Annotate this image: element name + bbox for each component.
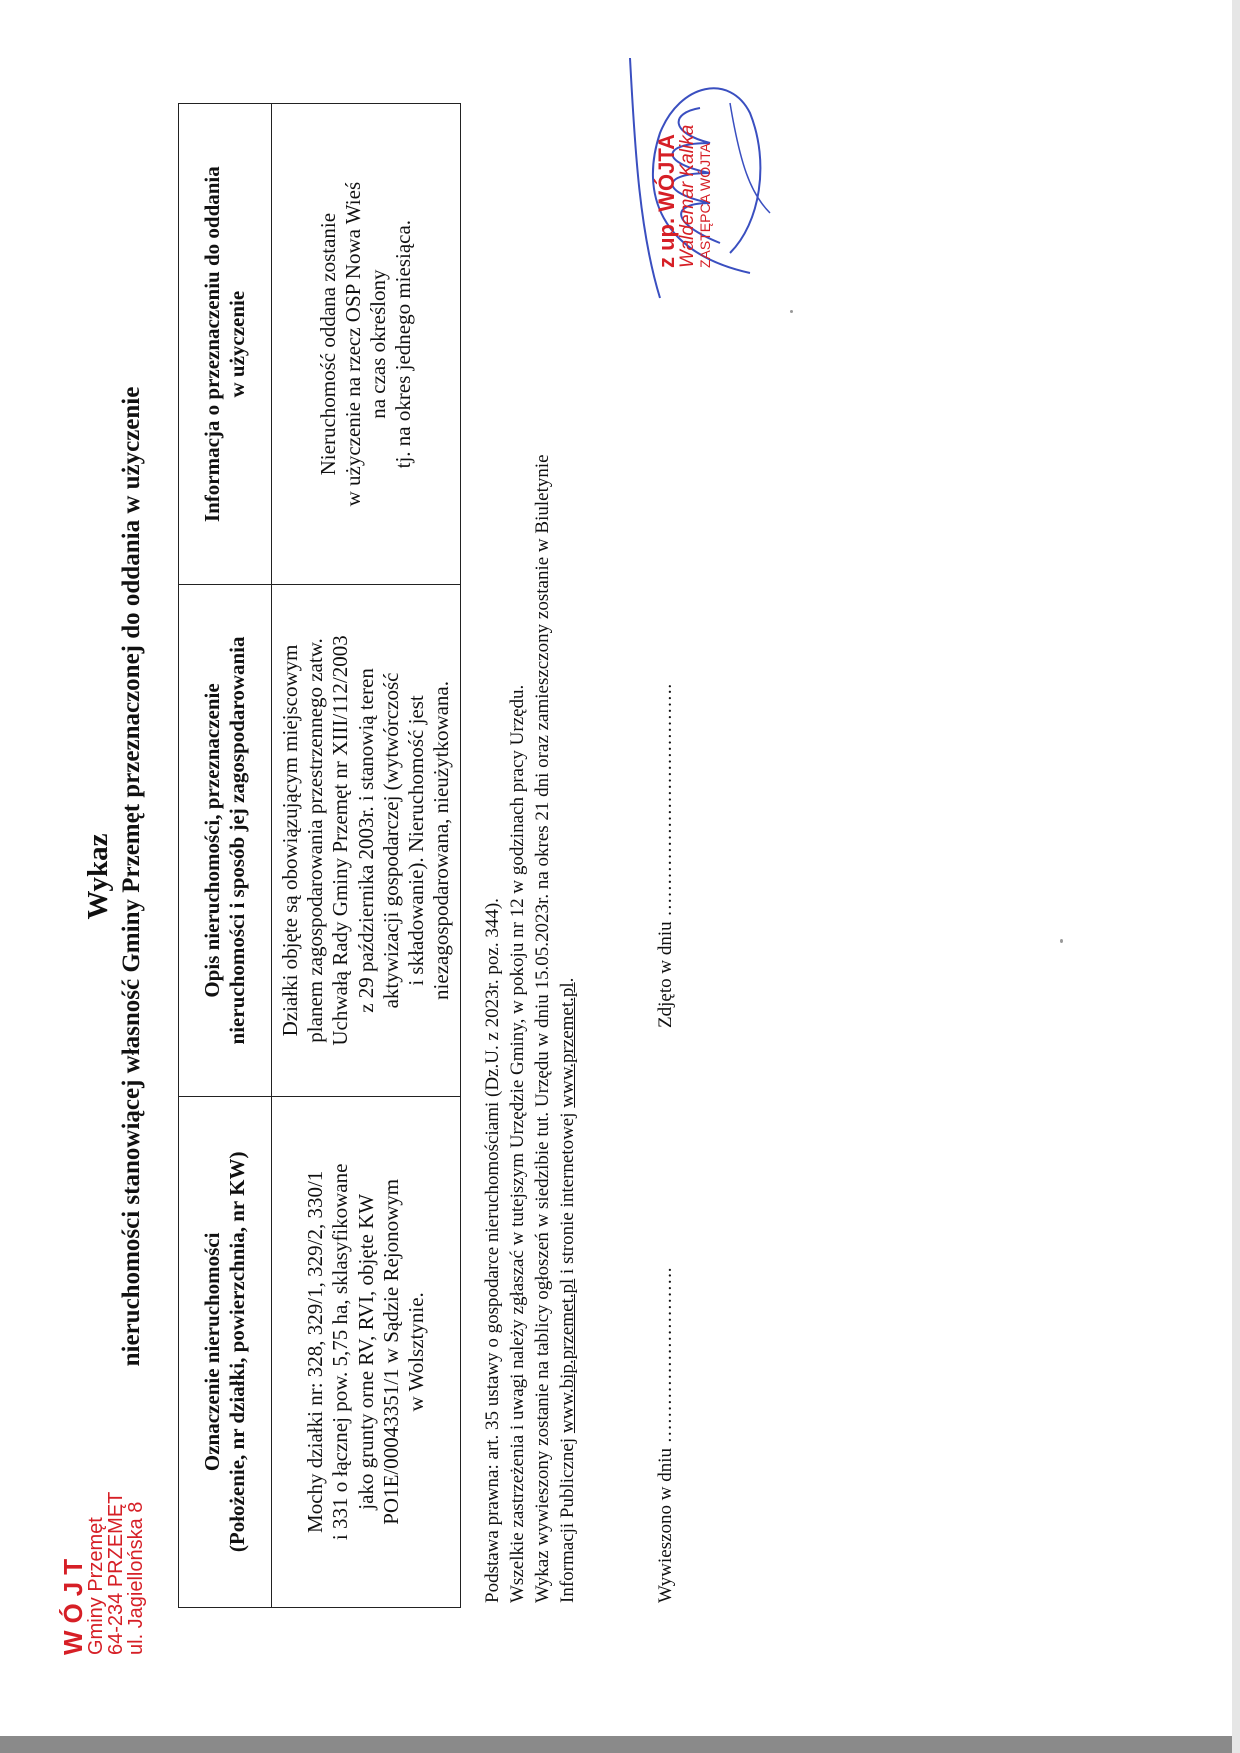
table-row [272, 104, 461, 1608]
publication-mid: i stronie internetowej [557, 1107, 578, 1279]
stamp-line-1: Gminy Przemęt [85, 1517, 107, 1655]
document-title: Wykaz [82, 833, 114, 920]
signature-stamp-line-3: ZASTĘPCA WÓJTA [697, 143, 714, 268]
header-designation: Oznaczenie nieruchomości (Położenie, nr działki, powierzchnia, nr KW) [179, 1096, 272, 1607]
cell-purpose: Nieruchomość oddana zostanie w użyczenie na rzecz OSP Nowa Wieś na czas określony tj. na okres jednego miesiąca. [272, 104, 461, 585]
property-table [178, 103, 461, 1608]
signature-stamp-line-1: z up. WÓJTA [654, 133, 679, 268]
cell-designation: Mochy działki nr: 328, 329/1, 329/2, 330/1 i 331 o łącznej pow. 5,75 ha, sklasyfikowane jako grunty orne RV, RVI, objęte KW PO1E/00043351/1 w Sądzie Rejonowym w Wolsztynie. [272, 1096, 461, 1607]
objections-line: Wszelkie zastrzeżenia i uwagi należy zgłaszać w tutejszym Urzędzie Gminy, w pokoju nr 12 w godzinach pracy Urzędu. [507, 684, 528, 1603]
posting-line: Wykaz wywieszony zostanie na tablicy ogłoszeń w siedzibie tut. Urzędu w dniu 15.05.2023r. na okres 21 dni oraz zamieszczony zostanie w Biuletynie [532, 454, 553, 1603]
publication-line [555, 43, 580, 1603]
signature-stamp-line-2: Waldemar Kalika [677, 124, 699, 268]
cell-description: Działki objęte są obowiązującym miejscowym planem zagospodarowania przestrzennego zatw. Uchwałą Rady Gminy Przemęt nr XIII/112/2003 z 29 października 2003r. i stanowią teren aktywizacji gospodarczej (wytwórczość i składowanie). Nieruchomość jest niezagospodarowana, nieużytkowana. [272, 585, 461, 1096]
publication-pre: Informacji Publicznej [557, 1433, 578, 1603]
stamp-title: WÓJT [58, 1551, 88, 1655]
removed-date-line: Zdjęto w dniu ………………………………. [655, 683, 676, 1028]
table-header-row [179, 104, 272, 1608]
posted-date-line: Wywieszono w dniu ………………………. [655, 1267, 676, 1603]
legal-basis-line: Podstawa prawna: art. 35 ustawy o gospodarce nieruchomościami (Dz.U. z 2023r. poz. 344). [482, 898, 503, 1603]
signature-stamp [655, 68, 713, 268]
scan-speck [790, 310, 793, 313]
bip-link[interactable]: www.bip.przemet.pl [557, 1278, 578, 1434]
header-description: Opis nieruchomości, przeznaczenie nieruchomości i sposób jej zagospodarowania [179, 585, 272, 1096]
document-subtitle: nieruchomości stanowiącej własność Gminy Przemęt przeznaczonej do oddania w użyczenie [118, 386, 145, 1367]
scan-speck [1060, 939, 1063, 943]
stamp-line-2: 64-234 PRZEMĘT [105, 1491, 127, 1655]
body-text [480, 43, 580, 1603]
website-link[interactable]: www.przemet.pl [557, 982, 578, 1108]
header-purpose: Informacja o przeznaczeniu do oddania w użyczenie [179, 104, 272, 585]
publication-post: . [557, 977, 578, 983]
stamp-line-3: ul. Jagiellońska 8 [125, 1501, 147, 1655]
